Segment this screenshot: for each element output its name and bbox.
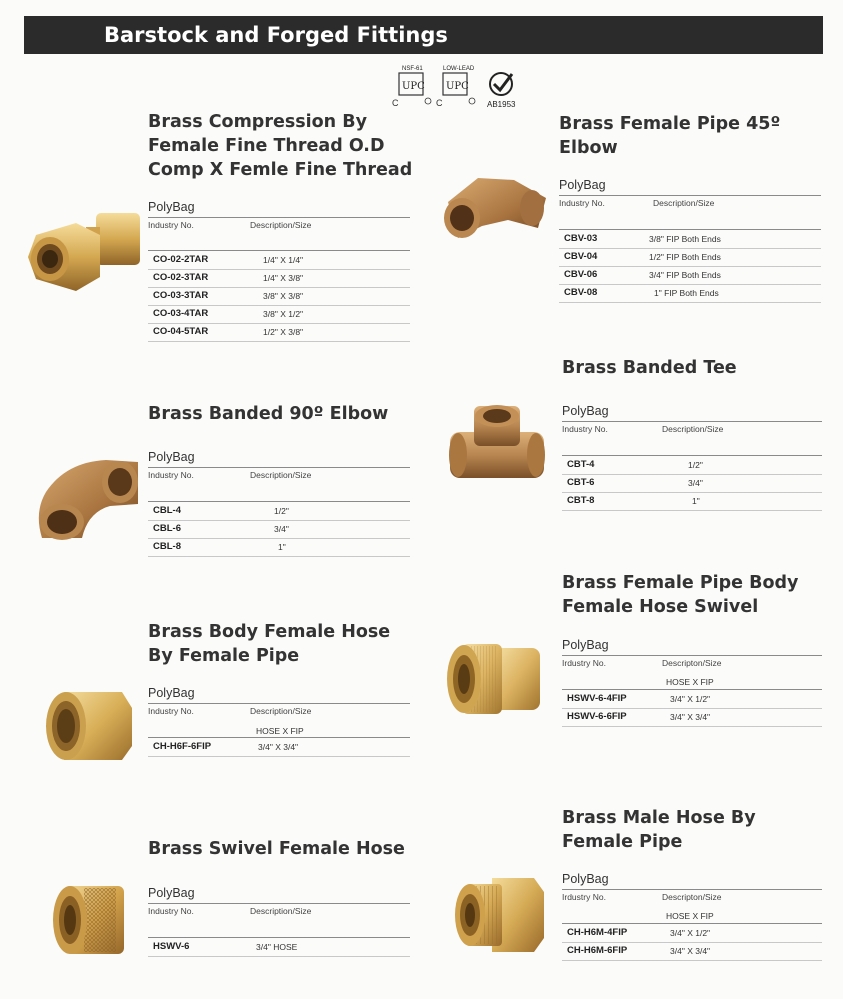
fembodyswivel-fitting-photo: [444, 640, 544, 718]
bodyfemhose-fitting-photo: [44, 688, 134, 764]
industry-no: CBT-4: [567, 459, 595, 470]
table-row: [562, 942, 822, 961]
tee-table: [562, 404, 822, 514]
section-title-line: Female Pipe: [562, 832, 683, 852]
description-size: 3/4" X 3/4": [258, 742, 299, 752]
upc-lowlead-seal-icon: [436, 66, 475, 108]
table-row: [148, 502, 410, 521]
industry-no: CBL-8: [153, 541, 181, 552]
elbow90-table: [148, 450, 410, 560]
bodyfemhose-table: [148, 686, 410, 758]
description-size: 1/2": [688, 460, 703, 470]
section-compression-title: [148, 110, 412, 182]
description-size: 1/4" X 1/4": [263, 255, 304, 265]
description-size: 1/2": [274, 506, 289, 516]
svg-text:C: C: [436, 98, 443, 108]
industry-no: CBV-08: [564, 287, 598, 298]
industry-no: CBT-8: [567, 495, 595, 506]
polybag-label: PolyBag: [148, 886, 195, 900]
compression-table: [148, 200, 410, 345]
table-row: [148, 738, 410, 757]
section-title-line: Brass Body Female Hose: [148, 622, 391, 642]
nsf-label: NSF-61: [402, 66, 423, 72]
industry-no: CH-H6F-6FIP: [153, 741, 212, 752]
section-title-line: Comp X Femle Fine Thread: [148, 160, 413, 180]
divider: [148, 703, 410, 704]
industry-no: CBV-06: [564, 269, 598, 280]
section-title-line: Brass Banded 90º Elbow: [148, 404, 389, 424]
swivelfemhose-table: [148, 886, 410, 958]
page-header-bar: [24, 16, 823, 54]
polybag-label: PolyBag: [148, 450, 195, 464]
page-title: Barstock and Forged Fittings: [104, 23, 448, 47]
industry-no: CBV-04: [564, 251, 598, 262]
swivelfemhose-fitting-photo: [50, 880, 128, 960]
table-row: [148, 287, 410, 306]
description-size: 3/8" X 3/8": [263, 291, 304, 301]
table-row: [562, 690, 822, 709]
lowlead-label: LOW-LEAD: [443, 66, 475, 72]
section-title-line: Elbow: [559, 138, 618, 158]
industry-no-header: Industry No.: [148, 220, 194, 230]
industry-no: HSWV-6: [153, 941, 190, 952]
section-swivelfemhose-title: [148, 837, 405, 861]
industry-no-header: Irdustry No.: [562, 658, 606, 668]
section-title-line: By Female Pipe: [148, 646, 300, 666]
section-title-line: Brass Banded Tee: [562, 358, 737, 378]
industry-no-header: Industry No.: [148, 906, 194, 916]
description-header: Description/Size: [653, 198, 715, 208]
industry-no: CH-H6M-6FIP: [567, 945, 628, 956]
section-title-line: Brass Female Pipe Body: [562, 573, 799, 593]
section-title-line: Female Fine Thread O.D: [148, 136, 385, 156]
description-size: 3/4" X 1/2": [670, 694, 711, 704]
industry-no: CBL-6: [153, 523, 181, 534]
elbow45-fitting-photo: [438, 172, 550, 242]
description-size: 3/8" X 1/2": [263, 309, 304, 319]
industry-no: CBL-4: [153, 505, 181, 516]
industry-no: CH-H6M-4FIP: [567, 927, 628, 938]
section-bodyfemhose-title: [148, 620, 390, 668]
elbow90-fitting-photo: [26, 452, 144, 544]
description-size: 3/8" FIP Both Ends: [649, 234, 721, 244]
industry-no: HSWV-6-4FIP: [567, 693, 627, 704]
industry-no: CO-03-3TAR: [153, 290, 209, 301]
description-header: Description/Size: [250, 706, 312, 716]
table-row: [559, 230, 821, 249]
divider: [562, 421, 822, 422]
industry-no: HSWV-6-6FIP: [567, 711, 627, 722]
polybag-label: PolyBag: [562, 638, 609, 652]
table-row: [148, 305, 410, 324]
svg-text:C: C: [392, 98, 399, 108]
table-row: [148, 538, 410, 557]
industry-no-header: Industry No.: [559, 198, 605, 208]
divider: [559, 195, 821, 196]
table-row: [148, 323, 410, 342]
upc-text-1: UPC: [402, 81, 425, 92]
certification-logos: [391, 64, 531, 112]
malehose-fitting-photo: [452, 874, 546, 958]
tee-fitting-photo: [446, 402, 548, 484]
section-title-line: Brass Male Hose By: [562, 808, 756, 828]
industry-no: CBT-6: [567, 477, 595, 488]
description-size: 3/4": [274, 524, 289, 534]
description-header: Description/Size: [662, 424, 724, 434]
table-row: [562, 492, 822, 511]
industry-no-header: Industry No.: [148, 706, 194, 716]
section-fembodyswivel-title: [562, 571, 798, 619]
description-size: 1": [278, 542, 286, 552]
table-row: [562, 456, 822, 475]
industry-no-header: Industry No.: [562, 424, 608, 434]
description-size: 1/2" FIP Both Ends: [649, 252, 721, 262]
industry-no: CO-04-5TAR: [153, 326, 209, 337]
upc-text-2: UPC: [446, 81, 469, 92]
industry-no: CO-02-2TAR: [153, 254, 209, 265]
divider: [562, 889, 822, 890]
table-row: [559, 248, 821, 267]
description-header: Descripton/Size: [662, 892, 722, 902]
compression-fitting-photo: [26, 205, 144, 305]
table-row: [148, 269, 410, 288]
description-size: 3/4" HOSE: [256, 942, 298, 952]
section-title-line: Brass Swivel Female Hose: [148, 839, 405, 859]
description-size: 3/4" X 3/4": [670, 712, 711, 722]
table-row: [559, 266, 821, 285]
description-size: 1": [692, 496, 700, 506]
ab1953-text: AB1953: [487, 100, 516, 109]
section-malehose-title: [562, 806, 756, 854]
description-header: Description/Size: [250, 220, 312, 230]
description-header: Description/Size: [250, 906, 312, 916]
description-size: 3/4" X 1/2": [670, 928, 711, 938]
polybag-label: PolyBag: [562, 872, 609, 886]
hose-x-fip-subheader: HOSE X FIP: [666, 677, 714, 687]
polybag-label: PolyBag: [148, 200, 195, 214]
polybag-label: PolyBag: [148, 686, 195, 700]
elbow45-table: [559, 178, 821, 304]
description-size: 1/4" X 3/8": [263, 273, 304, 283]
section-title-line: Brass Compression By: [148, 112, 367, 132]
industry-no-header: Irdustry No.: [562, 892, 606, 902]
table-row: [562, 474, 822, 493]
table-row: [148, 251, 410, 270]
description-size: 3/4": [688, 478, 703, 488]
divider: [148, 467, 410, 468]
fembodyswivel-table: [562, 638, 822, 728]
description-size: 3/4" X 3/4": [670, 946, 711, 956]
description-header: Description/Size: [250, 470, 312, 480]
polybag-label: PolyBag: [562, 404, 609, 418]
table-row: [148, 938, 410, 957]
table-row: [562, 924, 822, 943]
malehose-table: [562, 872, 822, 962]
table-row: [559, 284, 821, 303]
table-row: [562, 708, 822, 727]
upc-nsf61-seal-icon: [392, 66, 431, 108]
section-tee-title: [562, 356, 737, 380]
divider: [562, 655, 822, 656]
section-elbow45-title: [559, 112, 780, 160]
description-size: 3/4" FIP Both Ends: [649, 270, 721, 280]
description-header: Descripton/Size: [662, 658, 722, 668]
industry-no-header: Industry No.: [148, 470, 194, 480]
industry-no: CBV-03: [564, 233, 598, 244]
industry-no: CO-03-4TAR: [153, 308, 209, 319]
industry-no: CO-02-3TAR: [153, 272, 209, 283]
description-size: 1/2" X 3/8": [263, 327, 304, 337]
divider: [148, 903, 410, 904]
section-title-line: Brass Female Pipe 45º: [559, 114, 781, 134]
hose-x-fip-subheader: HOSE X FIP: [256, 726, 304, 736]
description-size: 1" FIP Both Ends: [654, 288, 719, 298]
section-elbow90-title: [148, 402, 388, 426]
section-title-line: Female Hose Swivel: [562, 597, 759, 617]
polybag-label: PolyBag: [559, 178, 606, 192]
ab1953-checkmark-icon: [487, 73, 516, 109]
hose-x-fip-subheader: HOSE X FIP: [666, 911, 714, 921]
table-row: [148, 520, 410, 539]
divider: [148, 217, 410, 218]
